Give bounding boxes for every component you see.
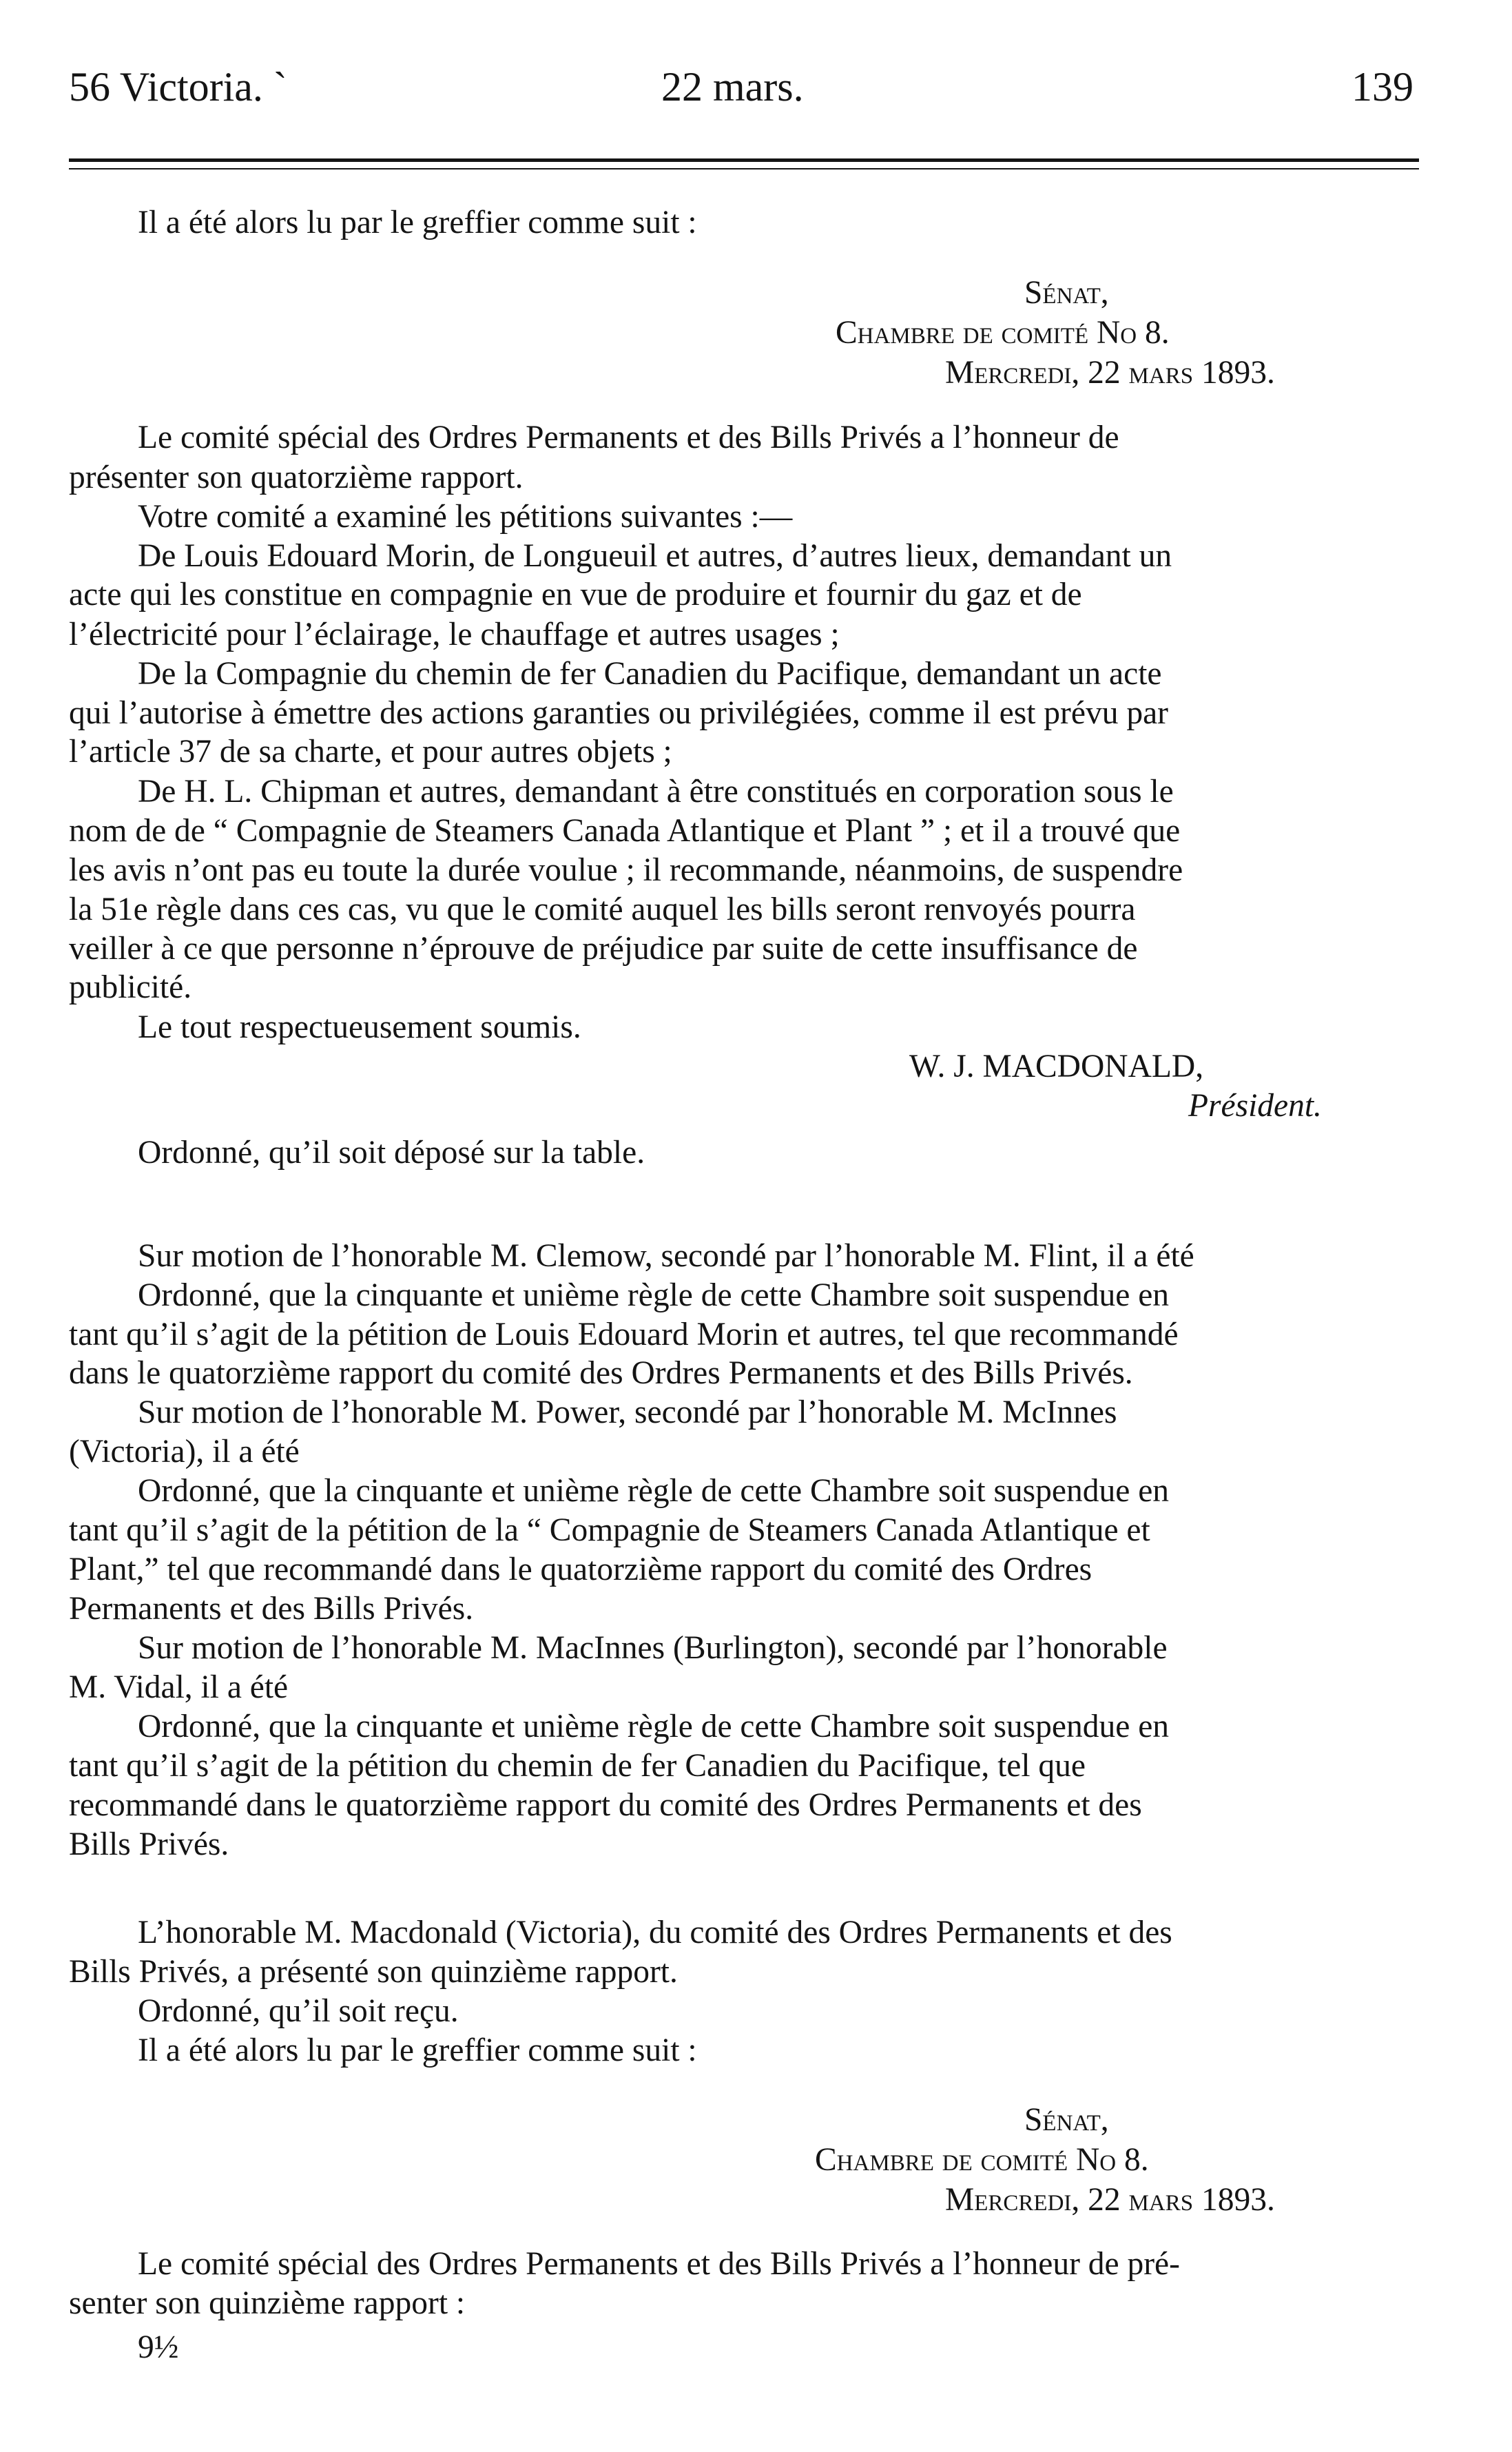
report1-line: veiller à ce que personne n’éprouve de préjudice par suite de cette insuffisance de	[69, 931, 1138, 967]
signature-mark: 9½	[138, 2329, 179, 2365]
reading-intro: Il a été alors lu par le greffier comme suit :	[138, 205, 697, 240]
report2-line: Le comité spécial des Ordres Permanents et des Bills Privés a l’honneur de pré-	[138, 2246, 1180, 2282]
report1-line: De Louis Edouard Morin, de Longueuil et autres, d’autres lieux, demandant un	[138, 538, 1172, 574]
report1-line: la 51e règle dans ces cas, vu que le comité auquel les bills seront renvoyés pourra	[69, 892, 1136, 927]
report1-date: Mercredi, 22 mars 1893.	[945, 355, 1275, 391]
motion2-line: Sur motion de l’honorable M. Power, secondé par l’honorable M. McInnes	[138, 1394, 1117, 1430]
motion2-line: Ordonné, que la cinquante et unième règle de cette Chambre soit suspendue en	[138, 1473, 1170, 1509]
motion3-line: Ordonné, que la cinquante et unième règle de cette Chambre soit suspendue en	[138, 1709, 1170, 1744]
motion3-line: Sur motion de l’honorable M. MacInnes (Burlington), secondé par l’honorable	[138, 1630, 1168, 1666]
report2-presentation-line: L’honorable M. Macdonald (Victoria), du comité des Ordres Permanents et des	[138, 1915, 1172, 1950]
report2-chambre: Chambre de comité No 8.	[815, 2142, 1149, 2178]
report1-signature-title: Président.	[1188, 1088, 1322, 1124]
report2-date: Mercredi, 22 mars 1893.	[945, 2182, 1275, 2218]
report1-line: acte qui les constitue en compagnie en vue de produire et fournir du gaz et de	[69, 577, 1082, 612]
report1-line: Votre comité a examiné les pétitions suivantes :—	[138, 499, 793, 535]
motion2-line: Plant,” tel que recommandé dans le quatorzième rapport du comité des Ordres	[69, 1552, 1092, 1587]
report2-presentation-line: Bills Privés, a présenté son quinzième rapport.	[69, 1954, 678, 1990]
report1-line: Le comité spécial des Ordres Permanents et des Bills Privés a l’honneur de	[138, 420, 1119, 455]
report1-line: De la Compagnie du chemin de fer Canadien du Pacifique, demandant un acte	[138, 656, 1162, 692]
report1-line: qui l’autorise à émettre des actions garanties ou privilégiées, comme il est prévu par	[69, 695, 1168, 731]
motion3-line: recommandé dans le quatorzième rapport du comité des Ordres Permanents et des	[69, 1787, 1142, 1823]
report1-ordered: Ordonné, qu’il soit déposé sur la table.	[138, 1135, 645, 1171]
report1-line: nom de de “ Compagnie de Steamers Canada Atlantique et Plant ” ; et il a trouvé que	[69, 813, 1181, 849]
report2-presentation-line: Il a été alors lu par le greffier comme suit :	[138, 2032, 697, 2068]
header-volume: 56 Victoria. `	[69, 64, 287, 110]
motion1-line: Sur motion de l’honorable M. Clemow, secondé par l’honorable M. Flint, il a été	[138, 1238, 1194, 1274]
header-rule-thin	[69, 168, 1419, 169]
report1-line: l’article 37 de sa charte, et pour autres objets ;	[69, 734, 672, 770]
report1-signature-name: W. J. MACDONALD,	[909, 1049, 1204, 1084]
report1-chambre: Chambre de comité No 8.	[836, 315, 1170, 351]
motion2-line: Permanents et des Bills Privés.	[69, 1591, 474, 1627]
motion1-line: dans le quatorzième rapport du comité des Ordres Permanents et des Bills Privés.	[69, 1355, 1133, 1391]
report1-line: les avis n’ont pas eu toute la durée voulue ; il recommande, néanmoins, de suspendre	[69, 852, 1183, 888]
motion2-line: (Victoria), il a été	[69, 1434, 300, 1470]
report1-line: Le tout respectueusement soumis.	[138, 1009, 581, 1045]
motion1-line: tant qu’il s’agit de la pétition de Louis Edouard Morin et autres, tel que recommandé	[69, 1317, 1179, 1352]
motion2-line: tant qu’il s’agit de la pétition de la “ Compagnie de Steamers Canada Atlantique et	[69, 1512, 1150, 1548]
report2-senat: Sénat,	[1024, 2102, 1109, 2138]
report1-line: De H. L. Chipman et autres, demandant à être constitués en corporation sous le	[138, 774, 1174, 810]
report2-line: senter son quinzième rapport :	[69, 2285, 466, 2321]
header-date: 22 mars.	[661, 64, 804, 110]
motion3-line: Bills Privés.	[69, 1826, 229, 1862]
report2-presentation-line: Ordonné, qu’il soit reçu.	[138, 1993, 459, 2029]
header-page-number: 139	[1352, 64, 1413, 110]
report1-senat: Sénat,	[1024, 275, 1109, 311]
report1-line: publicité.	[69, 969, 192, 1005]
motion3-line: tant qu’il s’agit de la pétition du chemin de fer Canadien du Pacifique, tel que	[69, 1748, 1086, 1784]
motion3-line: M. Vidal, il a été	[69, 1669, 289, 1705]
report1-line: présenter son quatorzième rapport.	[69, 460, 524, 495]
header-rule-thick	[69, 158, 1419, 162]
motion1-line: Ordonné, que la cinquante et unième règle de cette Chambre soit suspendue en	[138, 1277, 1170, 1313]
report1-line: l’électricité pour l’éclairage, le chauffage et autres usages ;	[69, 617, 840, 652]
